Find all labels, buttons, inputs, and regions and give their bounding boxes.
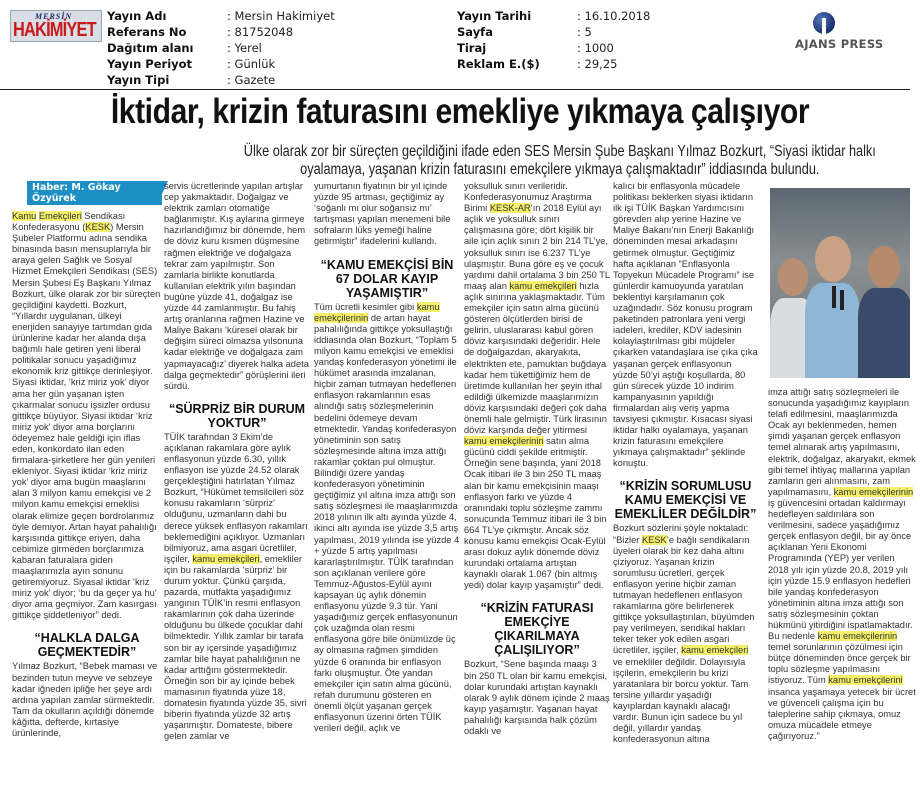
meta-row xyxy=(107,56,335,72)
meta-row xyxy=(107,72,335,88)
article-column-4 xyxy=(464,181,610,737)
meta-value: : Gazete xyxy=(227,73,276,87)
text-run: ’e bağlı sendikaların üyeleri olarak bir kez daha altını çiziyoruz. Yaşanan krizin sorumlusu ücretleri, gerçek enflasyon yerine hiçbir zaman tutmayan hedeflenen enflasyon rakamlarına göre belirlenerek gittikçe yoksullaştırılan, büyümden pay verilmeyen, sendikal hakları teker teker yok edilen asgari ücretliler, işçiler, xyxy=(613,534,755,656)
meta-value: : Mersin Hakimiyet xyxy=(227,9,335,23)
paragraph: kalıcı bir enflasyonla mücadele politikası beklerken siyasi iktidarın ilk işi TÜİK Başkan Yardımcısını görevden alıp yerine Hazine ve Maliye Bakanı’nın Enerji Bakanlığı döneminden mesai arkadaşını getirmek olmuştur. Geçtiğimiz hafta açıklanan “Enflasyonla Topyekun Mücadele Programı” ise günlerdir kamuoyunda yaratılan beklentiyi karşılamanın çok uzağındadır. Söz konusu program paketinden patronlara yeni vergi iadeleri, krediler, KDV iadesinin kolaylaştırılması gibi müjdeler çıkarken vatandaşlara ise çıka çıka yaşanan gerçek enflasyonun yüzde 50’yi aştığı koşullarda, 80 gün sürecek yüzde 10 indirim kampanyasının yapıldığı firmalardan alış veriş yapma tavsiyesi çıkmıştır. Kısacası siyasi iktidar halkı oyalamaya, yaşanan krizin faturasını emekçilere yıkmaya çalışmaktadır” şeklinde konuştu. xyxy=(613,181,758,469)
text-run: , emekliler için bu rakamlarda ‘sürpriz’ bir durum yoktur. Çünkü çarşıda, pazarda, mutfakta yaşadığımız yangının TÜİK’in resmi enflasyon rakamlarının çok daha üzerinde olduğunu bu ülkede çocuklar dahi bilmektedir. Yıllık zamlar bir tarafa son bir ay içersinde yaşadığımız zamlar bile hayat pahalılığının ne kadar arttığını göstermektedir. Örneğin son bir ay içinde bebek mamasının fiyatında yüze 18, domatesin fiyatında yüzde 35, sivri biberin fiyatında yüzde 32 artış yaşanmıştır. Domateste, bibere gelen zamlar ve xyxy=(164,553,307,742)
section-subheading: “KRİZİN FATURASI EMEKÇİYE ÇIKARILMAYA ÇALIŞILIYOR” xyxy=(480,601,594,658)
text-run: yoksulluk sınırı verileridir. Konfederasyonumuz Araştırma Birimi xyxy=(464,181,592,214)
highlighted-keyword: kamu emekçilerinin xyxy=(314,301,440,323)
highlighted-keyword: kamu emekçilerinin xyxy=(817,631,898,642)
paragraph: Yılmaz Bozkurt, “Bebek maması ve bezinden tutun meyve ve sebzeye kadar iğneden ipliğe her şeye ardı ardına yapılan zamlar sürmektedir. Tam da okulların açıldığı dönemde kâğıtta, defterde, kırtasiye ürünlerinde, xyxy=(12,661,158,739)
meta-label: Referans No xyxy=(107,25,187,39)
text-run: TÜİK tarafından 3 Ekim’de açıklanan rakamlara göre aylık enflasyonun yüzde 6.30, yıllık enflasyon ise yüzde 24.52 olarak gerçekleştiğini hatırlatan Yılmaz Bozkurt, “Hükümet temsilcileri söz konusu rakamların ‘sürpriz’ olduğunu, uzmanların dahi bu derece yüksek enflasyon rakamları beklemediğini açıklıyor. Uzmanları bilmiyoruz, ama asgari ücretliler, işçiler, xyxy=(164,431,308,564)
highlighted-keyword: kamu emekçileri xyxy=(681,645,749,656)
meta-row xyxy=(457,24,650,40)
text-run: insanca yaşamaya yetecek bir ücret ve güvenceli çalışma için bu taleplerine sahip çıkmaya, omuz omuza mücadele etmeye çağırıyoruz.” xyxy=(768,686,916,741)
byline: Haber: M. Gökay Özyürek xyxy=(27,181,162,205)
agency-logo xyxy=(795,10,910,52)
section-subheading: “KAMU EMEKÇİSİ BİN 67 DOLAR KAYIP YAŞAMIŞTIR” xyxy=(320,257,454,300)
meta-value: : 81752048 xyxy=(227,25,294,39)
paragraph xyxy=(768,387,916,742)
article-headline: İktidar, krizin faturasını emekliye yıkmaya çalışıyor xyxy=(110,92,810,131)
text-run: Tüm ücretli kesimler gibi xyxy=(314,301,417,312)
text-run: temel sorunlarının çözülmesi için bütçe döneminden önce gerçek bir toplu sözleşme yapılmasını istiyoruz. Tüm xyxy=(768,642,911,686)
publication-meta-right xyxy=(457,8,650,72)
meta-row xyxy=(107,8,335,24)
highlighted-keyword: KESK xyxy=(641,534,667,545)
publication-meta-left xyxy=(107,8,335,88)
article-column-1 xyxy=(12,181,162,739)
publication-logo xyxy=(10,10,102,42)
article-column-5 xyxy=(613,181,758,745)
text-run: hızla açlık sınırına yaklaşmaktadır. Tüm emekçiler için satın alma gücünü gösteren ölçütlerden birisi de gelirin, uluslararası kabul gören döviz karşısındaki değeridir. Hele de doğalgazdan, akaryakıta, elektrikten ete, pamuktan buğdaya kadar hem tükettiğimiz hem de üretimde kullanılan her şeyin ithal edildiği ülkemizde maaşlarımızın döviz karşısındaki değeri çok daha önemli hale gelmiştir. Türk lirasının döviz karşında değer yitirmesi xyxy=(464,280,607,436)
meta-label: Reklam E.($) xyxy=(457,57,540,71)
text-run: Bozkurt sözlerini şöyle noktaladı: “Bizler xyxy=(613,523,749,545)
meta-value: : 5 xyxy=(577,25,592,39)
person-shape xyxy=(815,236,851,282)
highlighted-keyword: KESK-AR xyxy=(489,203,531,214)
text-run: de artan hayat pahalılığında gittikçe yoksullaştığı iddiasında olan Bozkurt, “Toplam 5 milyon kamu emekçisi ve emeklisi yandaş konfederasyon yönetimi ile hükümet arasında imzalanan, hiçbir zaman tutmayan hedeflenen enflasyon rakamlarının esas alındığı satış sözleşmelerinin bedelini ödemeye devam etmektedir. Yandaş konfederasyon yönetiminin son satış sözleşmesinde altına imza attığı rakamlar çoktan pul olmuştur. Bilindiği üzere yandaş konfederasyon yönetiminin geçtiğimiz yıl altına imza attığı son satış sözleşmesi ile maaşlarımızda 2018 yılının ilk altı ayında yüzde 4, ikinci altı ayında ise yüzde 3,5 artış yapılması, 2019 yılında ise yüzde 4 + yüzde 5 artış yapılması kararlaştırılmıştır. TÜİK tarafından son açıklanan verilere göre Temmuz-Ağustos-Eylül ayını kapsayan üç aylık dönemin enflasyonu yüzde 9.3 tür. Yani yaşadığımız gerçek enflasyonunun çok uzağında olan resmi enflasyona göre bile önümüzde üç ay olmasına rağmen şimdiden yüzde 6 oranında bir enflasyon farkı oluşmuştur. Öte yandan emekçiler için satın alma gücünü, refah durumunu gösteren en önemli ölçüt yaşanan gerçek enflasyonun üzerini örten TÜİK verileri değil, açlık ve xyxy=(314,312,460,734)
agency-name: AJANS PRESS xyxy=(795,37,884,51)
meta-value: : 29,25 xyxy=(577,57,618,71)
logo-text-bottom: HAKİMİYET xyxy=(13,19,96,41)
meta-label: Yayın Tarihi xyxy=(457,9,532,23)
article-column-6 xyxy=(768,387,916,742)
text-run: Sendikası Konfederasyonu ( xyxy=(12,211,126,233)
microphone-shape xyxy=(840,290,844,310)
paragraph xyxy=(12,211,162,621)
article-subheadline: Ülke olarak zor bir süreçten geçildiğini ifade eden SES Mersin Şube Başkanı Yılmaz Bozkurt, “Siyasi iktidar halkı oyalamaya, yaşanan krizin faturasını emekçilere yıkmaya çalışmaktadır” iddiasında bulundu. xyxy=(243,143,876,178)
article-column-3 xyxy=(314,181,460,734)
paragraph: servis ücretlerinde yapılan artışlar cep yakmaktadır. Doğalgaz ve elektrik zamları otomatiğe bağlanmıştır. Kış aylarına girmeye hazırlandığımız bir dönemde, hem de döviz kuru kısmen düşmesine rağmen elektriğe ve doğalgaza tekrar zam yapılmıştır. Son zamlarla birlikte konutlarda kullanılan elektrik yılın başından bugüne yüzde 41, doğalgaz ise yüzde 44 zamlanmıştır. Bu fahiş artış oranlarına rağmen Hazine ve Maliye Bakanı ‘küresel olarak bir değişim süreci olmazsa yılsonuna kadar elektriğe ve doğalgaza zam yapmayacağız’ diyerek halka adeta dalga geçmektedir” görüşlerini ileri sürdü. xyxy=(164,181,309,391)
person-shape xyxy=(778,258,808,296)
person-shape xyxy=(858,288,910,378)
meta-label: Yayın Adı xyxy=(107,9,167,23)
article-column-2 xyxy=(164,181,310,742)
meta-row xyxy=(457,40,650,56)
logo-text-top: MERSİN xyxy=(35,12,73,21)
meta-row xyxy=(107,40,335,56)
globe-icon xyxy=(813,12,835,34)
highlighted-keyword: kamu emekçileri xyxy=(192,553,260,564)
text-run: satın alma gücünü ciddi şekilde eritmiştir. Örneğin sene başında, yani 2018 Ocak itibari ile 3 bin 250 TL maaş alan bir kamu emekçisinin maaşı enflasyon farkı ve yüzde 4 oranındaki toplu sözleşme zammı sonucunda Temmuz itibari ile 3 bin 664 TL’ye çıkmıştır. Ancak söz konusu kamu emekçisi Ocak-Eylül arası dokuz aylık dönemde döviz kurundaki ortalama artıştan kaynaklı olarak 1.067 (bin altmış yedi) dolar kayıp yaşamıştır” dedi. xyxy=(464,436,607,591)
highlighted-keyword: kamu emekçilerinin xyxy=(464,436,544,447)
meta-value: : Yerel xyxy=(227,41,262,55)
text-run: iş güvencesini ortadan kaldırmayı hedefleyen saldırılara son verilmesini, sadece yaşadığımız gerçek enflasyon değil, bir ay önce açıklanan Yeni Ekonomi Programında (YEP) yer verilen 2018 yılı için yüzde 20.8, 2019 yılı için yüzde 15.9 enflasyon hedefleri bile yandaş konfederasyon yönetiminin altına imza attığı son satış sözleşmesinin çoktan hükmünü yitirdiğini ispatlamaktadır. Bu nedenle xyxy=(768,497,913,642)
highlighted-keyword: kamu emekçileri xyxy=(509,280,577,291)
highlighted-keyword: KESK xyxy=(85,222,111,233)
meta-label: Dağıtım alanı xyxy=(107,41,194,55)
press-conference-photo xyxy=(770,188,910,378)
meta-value: : Günlük xyxy=(227,57,276,71)
meta-label: Tiraj xyxy=(457,41,487,55)
meta-row xyxy=(457,56,650,72)
highlighted-keyword: Emekçileri xyxy=(38,211,82,221)
meta-row xyxy=(457,8,650,24)
paragraph xyxy=(613,523,758,745)
highlighted-keyword: Kamu xyxy=(12,211,37,221)
microphone-shape xyxy=(832,286,836,308)
section-subheading: “KRİZİN SORUMLUSU KAMU EMEKÇİSİ VE EMEKLİLER DEĞİLDİR” xyxy=(614,479,757,522)
meta-label: Sayfa xyxy=(457,25,493,39)
highlighted-keyword: kamu emekçilerinin xyxy=(833,486,914,497)
paragraph: yumurtanın fiyatının bir yıl içinde yüzde 95 artması, geçtiğimiz ay ‘soğanlı mı olur soğansız mı’ tartışması yapılan menemeni bile sofraların lüks yemeği haline getirmiştir” ifadelerini kullandı. xyxy=(314,181,451,247)
section-subheading: “SÜRPRİZ BİR DURUM YOKTUR” xyxy=(168,401,306,430)
highlighted-keyword: kamu emekçilerini xyxy=(828,675,903,686)
paragraph xyxy=(314,302,460,735)
meta-value: : 1000 xyxy=(577,41,614,55)
meta-value: : 16.10.2018 xyxy=(577,9,651,23)
paragraph xyxy=(464,181,610,591)
text-run: ve emekliler değildir. Dolayısıyla işçilerin, emekçilerin bu krizi yaratanlara bir borcu yoktur. Tam tersine yıllardır yaşadığı kayıplardan kaynaklı alacağı vardır. Bunun için sadece bu yıl değil, yıllardır yandaş konfederasyonun altına xyxy=(613,656,749,745)
paragraph xyxy=(164,432,310,743)
text-run: ’ın 2018 Eylül ayı açlık ve yoksulluk sınırı çalışmasına göre; dört kişilik bir aile için açlık sınırı 2 bin 214 TL’ye, yoksulluk sınırı ise 6.237 TL’ye ulaşmıştır. Buna göre eş ve çocuk yardımı dahil ortalama 3 bin 250 TL maaş alan xyxy=(464,203,610,291)
text-run: ) Mersin Şubeler Platformu adına sendika binasında basın mensuplarıyla bir araya gelen Sağlık ve Sosyal Hizmet Emekçileri Sendikası (SES) Mersin Şubesi Eş Başkanı Yılmaz Bozkurt, ülke olarak zor bir süreçten geçildiğini kaydetti. Bozkurt, “Yıllardır uygulanan, ülkeyi enerjiden sanayiye tartımdan gıda ürünlerine kadar her alanda dışa bağımlı hale getiren yeni liberal politikalar sonucu yaşadığımız ekonomik kriz gittikçe derinleşiyor. Siyasi iktidar, ‘kriz miriz yok’ diyor ama her gün yaşanan işten çıkarmalar sonucu işsizler ordusu gittikçe büyüyor. Siyasi iktidar ‘kriz miriz yok’ diyor ama borçlarını ödeyemez hale geldiği için iflas eden, konkordato ilan eden firmalara-şirketlere her gün yenileri ekleniyor. Siyasi iktidar ‘kriz miriz yok’ diyor ama bugün maaşlarını alan 3 milyon kamu emekçisi ve 2 milyon kamu emekçisi emeklisi olarak elimize geçen bordrolarımız öyle demiyor. Artan hayat pahalılığı karşısında gittikçe eriyen, daha cebimize girmeden borçlarımıza kabaran faturalara giden maaşlarımızla ayın sonunu getiremiyoruz. Siyasal iktidar ‘kriz miriz yok’ diyor; ‘bu da geçer ya hu’ diyor ama geçmiyor. Zam kasırgası gittikçe şiddetleniyor” dedi. xyxy=(12,222,161,621)
text-run: imza attığı satış sözleşmeleri ile sonucunda yaşadığımız kayıpların telafi edilmesini, maaşlarımızda Ocak ayı beklenmeden, hemen şimdi yaşanan gerçek enflasyon temel alınarak artış yapılmasını, elektrik, doğalgaz, akaryakıt, ekmek gibi temel ihtiyaç mallarına yapılan zamların geri alınmasını, zam yapılmamasını, xyxy=(768,387,916,497)
paragraph: Bozkurt, “Sene başında maaşı 3 bin 250 TL olan bir kamu emekçisi, dolar kurundaki artıştan kaynaklı olarak 9 aylık dönem içinde 2 maaş kayıp yaşamıştır. Yaşanan hayat pahalılığı karşısında halk çözüm odaklı ve xyxy=(464,659,610,737)
section-subheading: “HALKLA DALGA GEÇMEKTEDİR” xyxy=(34,631,140,660)
meta-row xyxy=(107,24,335,40)
person-shape xyxy=(868,246,900,288)
meta-label: Yayın Tipi xyxy=(107,73,170,87)
meta-label: Yayın Periyot xyxy=(107,57,193,71)
